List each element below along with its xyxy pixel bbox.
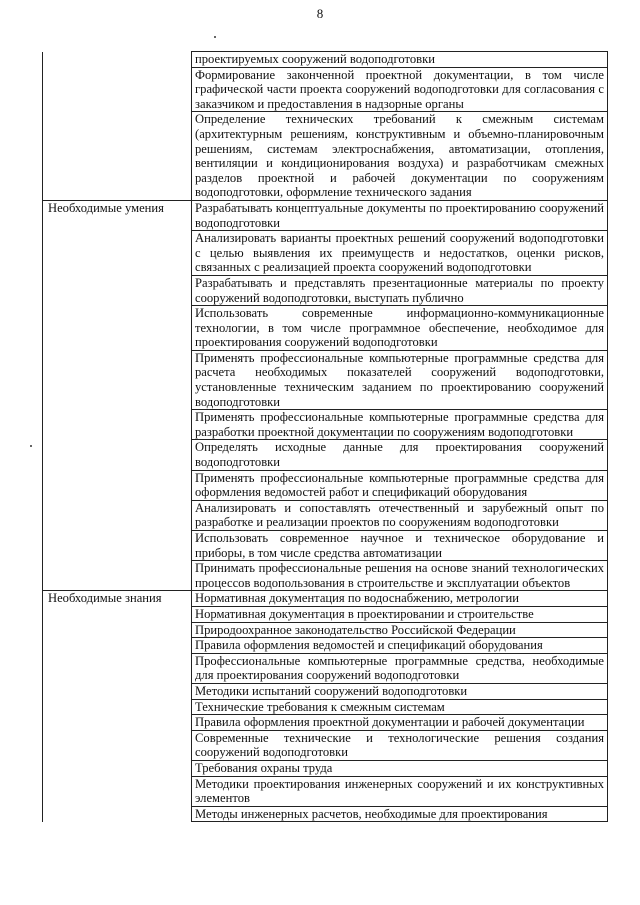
table-row [43, 52, 608, 68]
row-value: Нормативная документация по водоснабжению, метрологии [192, 591, 608, 607]
row-value: Применять профессиональные компьютерные программные средства для расчета необходимых показателей сооружений водоподготовки, установленные техническим заданием по проектированию сооружений водоподготовки [192, 350, 608, 409]
row-value: Анализировать варианты проектных решений сооружений водоподготовки с целью выявления их преимуществ и недостатков, оценки рисков, связанных с реализацией проекта сооружений водоподготовки [192, 231, 608, 276]
row-value: Разрабатывать концептуальные документы по проектированию сооружений водоподготовки [192, 200, 608, 230]
row-label: Необходимые знания [43, 591, 192, 822]
row-value: Правила оформления проектной документации и рабочей документации [192, 715, 608, 731]
scan-speck [30, 445, 32, 447]
row-value: Анализировать и сопоставлять отечественный и зарубежный опыт по разработке и реализации проектов по сооружениям водоподготовки [192, 500, 608, 530]
row-value: Принимать профессиональные решения на основе знаний технологических процессов водопользования в строительстве и эксплуатации объектов [192, 561, 608, 591]
row-value: проектируемых сооружений водоподготовки [192, 52, 608, 68]
row-value: Требования охраны труда [192, 760, 608, 776]
row-value: Применять профессиональные компьютерные программные средства для оформления ведомостей работ и спецификаций оборудования [192, 470, 608, 500]
page-number: 8 [316, 6, 324, 21]
row-value: Правила оформления ведомостей и спецификаций оборудования [192, 638, 608, 654]
row-value: Использовать современное научное и техническое оборудование и приборы, в том числе средства автоматизации [192, 531, 608, 561]
row-value: Технические требования к смежным системам [192, 699, 608, 715]
row-value: Методики испытаний сооружений водоподготовки [192, 683, 608, 699]
row-value: Методики проектирования инженерных сооружений и их конструктивных элементов [192, 776, 608, 806]
competency-table [42, 51, 608, 822]
row-value: Определение технических требований к смежным системам (архитектурным решениям, конструктивным и объемно-планировочным решениям, системам электроснабжения, автоматизации, отопления, вентиляции и кондиционирования воздуха) и разработчикам смежных разделов проектной и рабочей документации по сооружениям водоподготовки, оформление технического задания [192, 112, 608, 201]
table-row [43, 591, 608, 607]
row-value: Профессиональные компьютерные программные средства, необходимые для проектирования сооружений водоподготовки [192, 653, 608, 683]
row-value: Нормативная документация в проектировании и строительстве [192, 606, 608, 622]
row-value: Современные технические и технологические решения создания сооружений водоподготовки [192, 730, 608, 760]
row-value: Формирование законченной проектной документации, в том числе графической части проекта сооружений водоподготовки для согласования с заказчиком и предоставления в надзорные органы [192, 67, 608, 112]
row-value: Применять профессиональные компьютерные программные средства для разработки проектной документации по сооружениям водоподготовки [192, 410, 608, 440]
scan-speck [214, 36, 216, 38]
row-label: Необходимые умения [43, 200, 192, 590]
table-row [43, 200, 608, 230]
row-value: Природоохранное законодательство Российской Федерации [192, 622, 608, 638]
row-label [43, 52, 192, 201]
row-value: Определять исходные данные для проектирования сооружений водоподготовки [192, 440, 608, 470]
row-value: Разрабатывать и представлять презентационные материалы по проекту сооружений водоподготовки, выступать публично [192, 275, 608, 305]
row-value: Методы инженерных расчетов, необходимые для проектирования [192, 806, 608, 822]
row-value: Использовать современные информационно-коммуникационные технологии, в том числе программное обеспечение, необходимое для проектирования сооружений водоподготовки [192, 306, 608, 351]
